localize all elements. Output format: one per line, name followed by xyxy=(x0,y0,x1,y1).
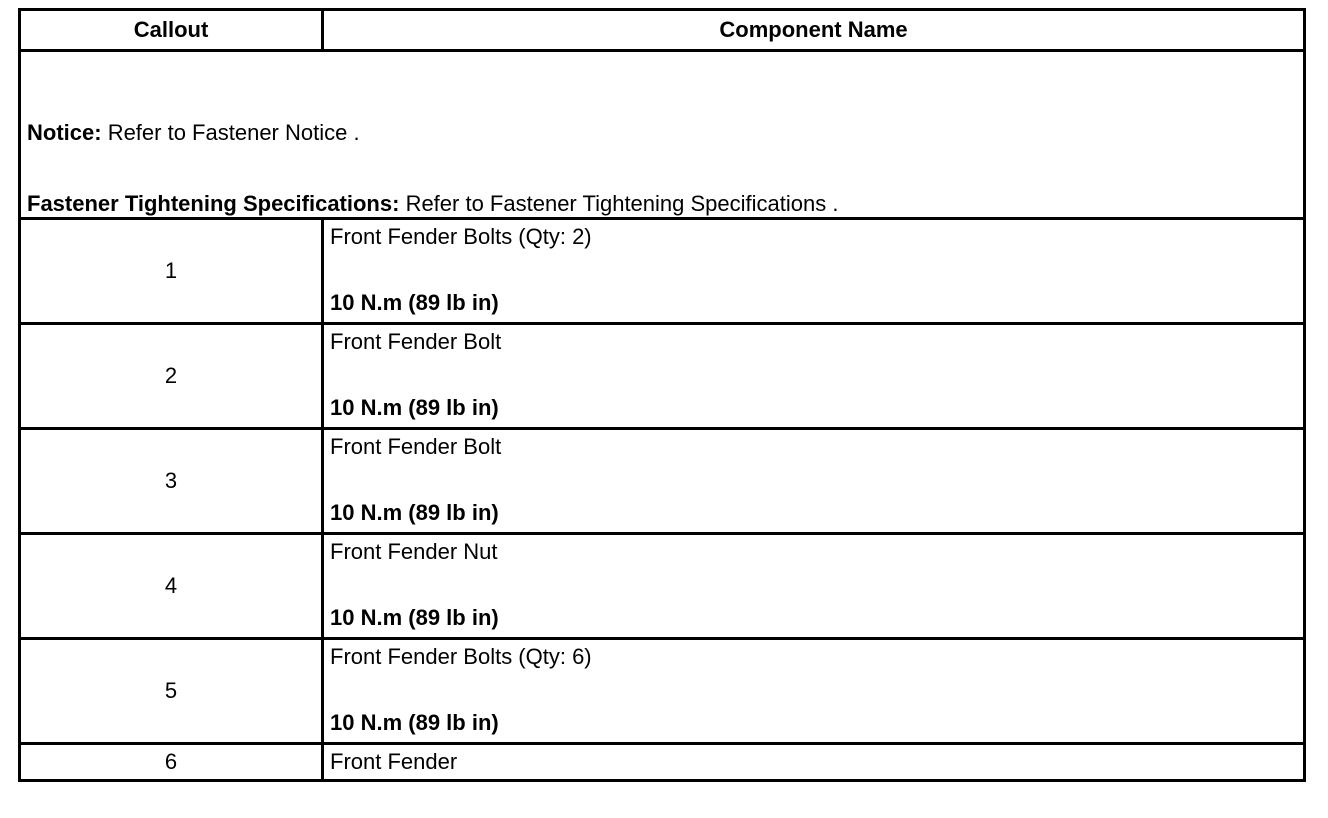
component-cell xyxy=(323,324,1305,429)
callout-cell: 1 xyxy=(20,219,323,324)
torque-spec: 10 N.m (89 lb in) xyxy=(330,395,499,420)
notice-text: Refer to Fastener Notice . xyxy=(107,120,360,145)
table-row xyxy=(20,429,1305,534)
notice-label: Notice: xyxy=(27,120,102,145)
callout-cell: 3 xyxy=(20,429,323,534)
callout-cell: 4 xyxy=(20,534,323,639)
torque-spec: 10 N.m (89 lb in) xyxy=(330,500,499,525)
torque-spec: 10 N.m (89 lb in) xyxy=(330,605,499,630)
component-name-header: Component Name xyxy=(323,10,1305,51)
spec-line xyxy=(27,191,1297,217)
table-row xyxy=(20,534,1305,639)
component-cell xyxy=(323,429,1305,534)
component-name: Front Fender xyxy=(330,749,458,774)
callout-cell: 6 xyxy=(20,744,323,781)
component-cell xyxy=(323,639,1305,744)
torque-spec: 10 N.m (89 lb in) xyxy=(330,290,499,315)
spec-label: Fastener Tightening Specifications: xyxy=(27,191,400,216)
notice-row xyxy=(20,51,1305,219)
callout-cell: 2 xyxy=(20,324,323,429)
spec-text: Refer to Fastener Tightening Specifications . xyxy=(405,191,839,216)
torque-spec: 10 N.m (89 lb in) xyxy=(330,710,499,735)
callout-header: Callout xyxy=(20,10,323,51)
component-name: Front Fender Bolt xyxy=(330,434,502,459)
component-name: Front Fender Bolts (Qty: 6) xyxy=(330,644,592,669)
callout-cell: 5 xyxy=(20,639,323,744)
table-row xyxy=(20,639,1305,744)
component-cell xyxy=(323,744,1305,781)
table-row xyxy=(20,219,1305,324)
component-name: Front Fender Bolt xyxy=(330,329,502,354)
fastener-table xyxy=(18,8,1306,782)
table-row xyxy=(20,744,1305,781)
notice-line xyxy=(27,120,1297,146)
notice-cell xyxy=(20,51,1305,219)
table-row xyxy=(20,324,1305,429)
component-name: Front Fender Bolts (Qty: 2) xyxy=(330,224,592,249)
component-cell xyxy=(323,534,1305,639)
header-row xyxy=(20,10,1305,51)
component-name: Front Fender Nut xyxy=(330,539,498,564)
component-cell xyxy=(323,219,1305,324)
